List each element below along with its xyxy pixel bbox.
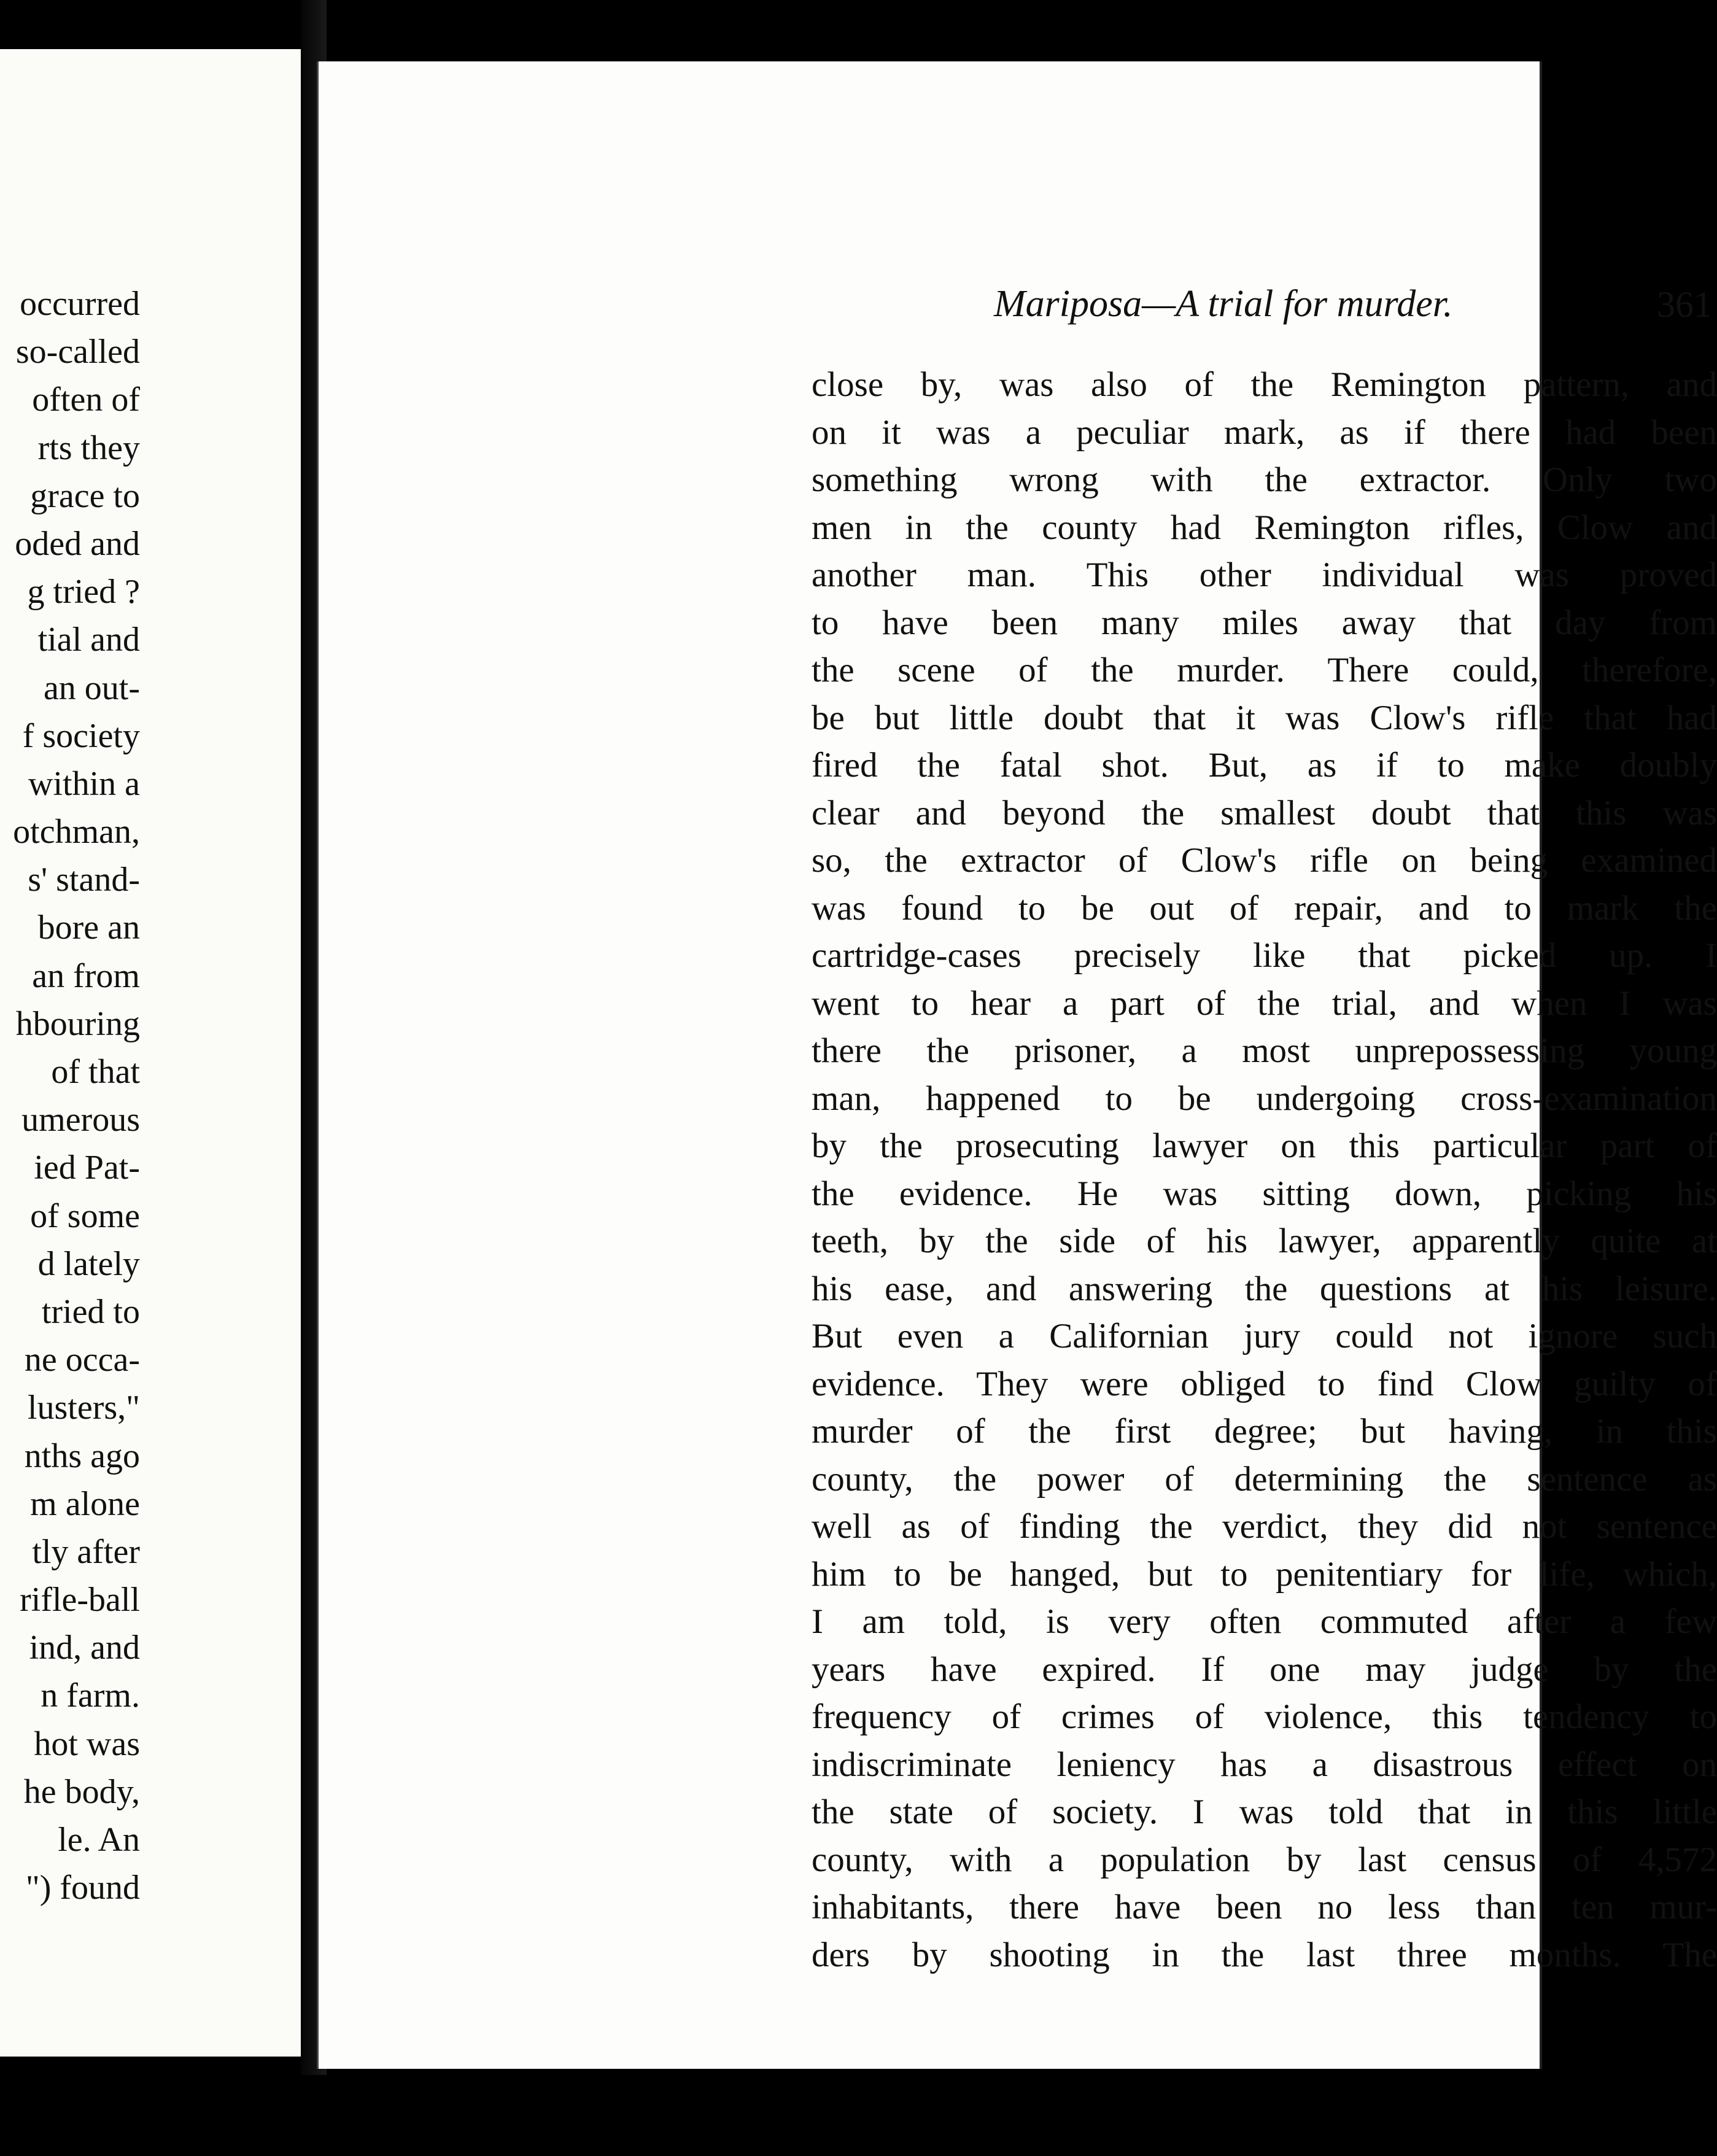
body-line: was found to be out of repair, and to mark the [812, 888, 1717, 928]
body-line: the evidence. He was sitting down, picking his [812, 1174, 1717, 1213]
left-page-line: bore an [37, 909, 140, 947]
body-line: I am told, is very often commuted after a few [812, 1602, 1717, 1641]
left-page-line: of some [30, 1196, 140, 1235]
left-page-line: an out- [43, 669, 140, 707]
left-page-line: ind, and [29, 1629, 140, 1667]
left-page-line: n farm. [41, 1677, 140, 1715]
body-line: something wrong with the extractor. Only two [812, 460, 1717, 499]
left-page-line: ne occa- [24, 1341, 140, 1379]
left-page-line: occurred [20, 285, 140, 323]
left-page-line: he body, [23, 1772, 140, 1811]
left-page-line: umerous [21, 1101, 140, 1139]
running-head: Mariposa—A trial for murder. [994, 283, 1453, 325]
body-line: him to be hanged, but to penitentiary for life, which, [812, 1554, 1717, 1594]
left-page-line: tial and [37, 621, 140, 659]
body-line: men in the county had Remington rifles, Clow and [812, 508, 1717, 547]
body-line: cartridge-cases precisely like that picked up. I [812, 936, 1717, 975]
body-line: went to hear a part of the trial, and when I was [812, 983, 1717, 1023]
body-line: years have expired. If one may judge by the [812, 1650, 1717, 1689]
left-page-line: so-called [15, 333, 140, 371]
left-page-line: f society [22, 716, 140, 755]
left-page [0, 49, 301, 2057]
left-page-line: d lately [37, 1244, 140, 1283]
left-page-line: hbouring [15, 1004, 140, 1043]
body-line: another man. This other individual was proved [812, 556, 1717, 594]
left-page-line: an from [32, 956, 140, 995]
body-line: frequency of crimes of violence, this tendency to [812, 1697, 1717, 1736]
body-line: man, happened to be undergoing cross-examination [812, 1079, 1717, 1118]
body-line: But even a Californian jury could not ignore such [812, 1317, 1717, 1355]
body-line: there the prisoner, a most unprepossessing young [812, 1031, 1717, 1070]
body-line: county, with a population by last census of 4,572 [812, 1840, 1717, 1879]
left-page-line: often of [32, 381, 140, 419]
body-line: the scene of the murder. There could, therefore, [812, 651, 1717, 689]
left-page-line: tried to [41, 1292, 140, 1331]
left-page-line: oded and [15, 524, 140, 563]
left-page-line: rts they [37, 428, 140, 467]
left-page-line: rifle-ball [20, 1581, 140, 1619]
left-page-line: otchman, [13, 813, 140, 851]
left-page-line: lusters," [27, 1389, 140, 1427]
left-page-line: nths ago [24, 1437, 140, 1475]
left-page-line: within a [28, 764, 140, 803]
body-line: clear and beyond the smallest doubt that this was [812, 793, 1717, 832]
body-line: teeth, by the side of his lawyer, apparently quite at [812, 1222, 1717, 1260]
body-line: murder of the first degree; but having, in this [812, 1412, 1717, 1451]
body-line: by the prosecuting lawyer on this particular part of [812, 1126, 1717, 1165]
left-page-line: le. An [58, 1821, 140, 1859]
body-line: so, the extractor of Clow's rifle on being examined [812, 841, 1717, 880]
page-number: 361 [1657, 284, 1712, 325]
body-line: the state of society. I was told that in this little [812, 1793, 1717, 1831]
left-page-line: m alone [30, 1484, 140, 1523]
body-line: be but little doubt that it was Clow's rifle that had [812, 698, 1717, 737]
left-page-line: s' stand- [28, 861, 140, 899]
left-page-line: ied Pat- [34, 1149, 140, 1187]
body-line: fired the fatal shot. But, as if to make doubly [812, 746, 1717, 785]
body-line: to have been many miles away that day from [812, 603, 1717, 642]
body-text [812, 361, 1717, 1979]
scan-border [0, 2075, 1570, 2156]
body-line: evidence. They were obliged to find Clow guilty of [812, 1364, 1717, 1403]
body-line: on it was a peculiar mark, as if there had been [812, 413, 1717, 452]
left-page-text [13, 280, 140, 1912]
left-page-line: grace to [30, 476, 140, 515]
body-line: indiscriminate leniency has a disastrous effect on [812, 1745, 1717, 1784]
right-page [317, 61, 1717, 2069]
body-line: county, the power of determining the sentence as [812, 1459, 1717, 1499]
body-line: well as of finding the verdict, they did not sentence [812, 1507, 1717, 1546]
body-line: ders by shooting in the last three months. The [812, 1935, 1717, 1974]
left-page-line: ") found [25, 1869, 140, 1907]
body-line: close by, was also of the Remington pattern, and [812, 365, 1717, 404]
left-page-line: g tried ? [27, 573, 140, 611]
left-page-line: tly after [32, 1532, 140, 1571]
body-line: his ease, and answering the questions at his leisure. [812, 1269, 1717, 1308]
left-page-line: of that [51, 1053, 140, 1091]
body-line: inhabitants, there have been no less than ten mur- [812, 1888, 1717, 1926]
left-page-line: hot was [34, 1724, 140, 1763]
